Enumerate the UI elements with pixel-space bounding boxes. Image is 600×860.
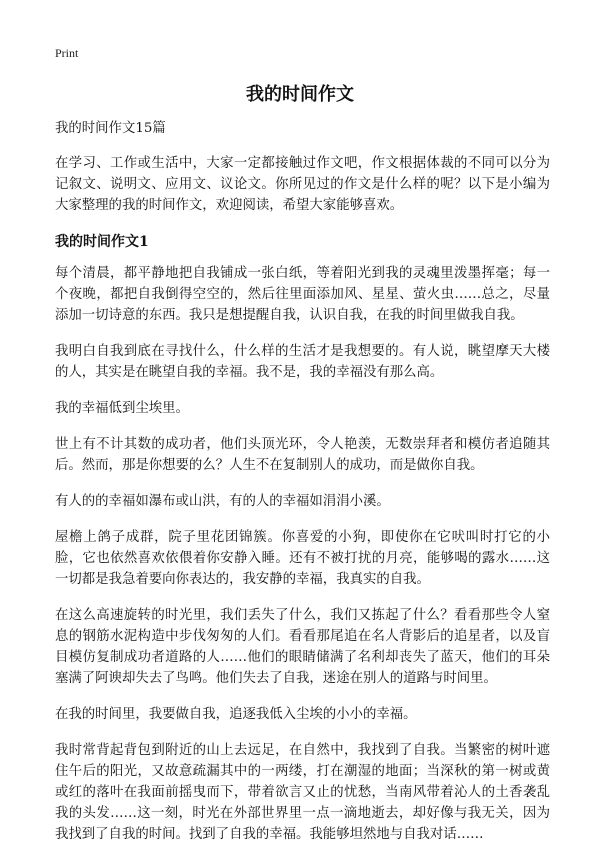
page-title: 我的时间作文 [246,84,354,105]
body-paragraph: 屋檐上鸽子成群，院子里花团锦簇。你喜爱的小狗，即使你在它吠叫时打它的小脸，它也依然喜欢依偎着你安静入睡。还有不被打扰的月亮，能够喝的露水……这一切都是我急着要向你表达的，我安静的幸福，我真实的自我。 [55,530,550,587]
article-subtitle: 我的时间作文15篇 [55,121,166,136]
body-paragraph: 在我的时间里，我要做自我，追逐我低入尘埃的小小的幸福。 [55,707,417,722]
body-paragraph: 我时常背起背包到附近的山上去远足，在自然中，我找到了自我。当繁密的树叶遮住午后的阳光，又故意疏漏其中的一两缕，打在潮湿的地面；当深秋的第一树或黄或红的落叶在我面前摇曳而下，带着欲言又止的忧愁，当南风带着沁人的土香袭乱我的头发……这一刻，时光在外部世界里一点一滴地逝去，却好像与我无关，因为我找到了自我的时间。找到了自我的幸福。我能够坦然地与自我对话…… [55,743,550,842]
section-heading: 我的时间作文1 [55,234,149,250]
body-paragraph: 在这么高速旋转的时光里，我们丢失了什么，我们又拣起了什么？看看那些令人窒息的钢筋水泥构造中步伐匆匆的人们。看看那尾追在名人背影后的追星者，以及盲目模仿复制成功者道路的人……他们的眼睛储满了名利却丧失了蓝天，他们的耳朵塞满了阿谀却失去了鸟鸣。他们失去了自我，迷途在别人的道路与时间里。 [55,608,550,686]
body-paragraph: 每个清晨，都平静地把自我铺成一张白纸，等着阳光到我的灵魂里泼墨挥毫；每一个夜晚，都把自我倒得空空的，然后往里面添加风、星星、萤火虫……总之，尽量添加一切诗意的东西。我只是想提醒自我，认识自我，在我的时间里做我自我。 [55,266,550,323]
body-paragraph: 我的幸福低到尘埃里。 [55,401,189,416]
body-paragraph: 世上有不计其数的成功者，他们头顶光环，令人艳羡，无数崇拜者和模仿者追随其后。然而，那是你想要的么？人生不在复制别人的成功，而是做你自我。 [55,437,550,473]
intro-paragraph: 在学习、工作或生活中，大家一定都接触过作文吧，作文根据体裁的不同可以分为记叙文、说明文、应用文、议论文。你所见过的作文是什么样的呢？以下是小编为大家整理的我的时间作文，欢迎阅读，希望大家能够喜欢。 [55,156,550,213]
print-link[interactable]: Print [55,46,79,60]
article-body [55,118,550,860]
body-paragraph: 我明白自我到底在寻找什么，什么样的生活才是我想要的。有人说，眺望摩天大楼的人，其实是在眺望自我的幸福。我不是，我的幸福没有那么高。 [55,344,550,380]
body-paragraph: 有人的的幸福如瀑布或山洪，有的人的幸福如涓涓小溪。 [55,494,390,509]
